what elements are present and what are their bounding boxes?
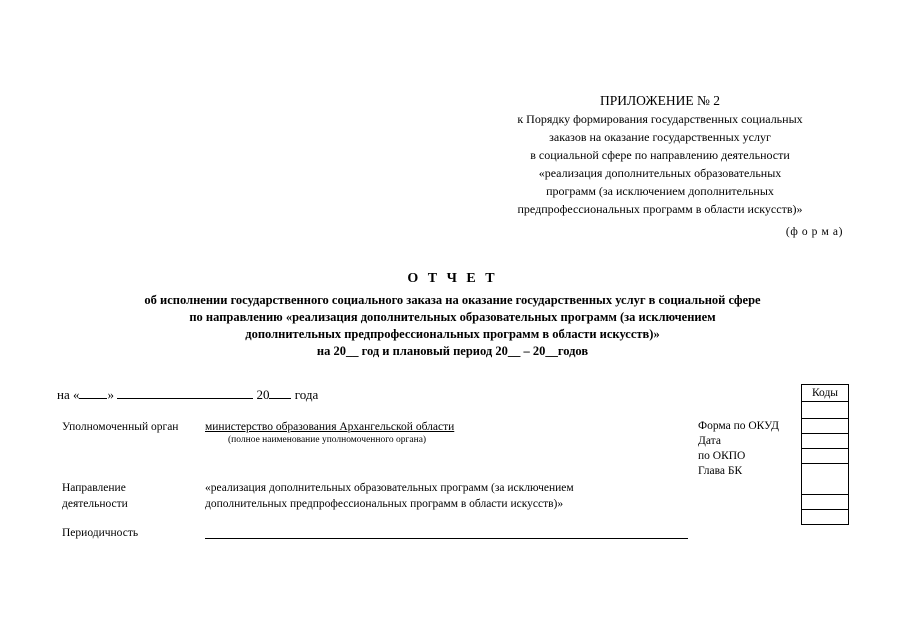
day-blank[interactable] <box>79 386 107 399</box>
appendix-line: программ (за исключением дополнительных <box>546 184 774 198</box>
appendix-block <box>460 92 860 218</box>
year-blank[interactable] <box>269 386 291 399</box>
code-cell-okud[interactable] <box>802 419 849 434</box>
appendix-line: заказов на оказание государственных услуг <box>549 130 771 144</box>
code-cell-okpo[interactable] <box>802 449 849 464</box>
forma-label: (ф о р м а) <box>785 226 843 238</box>
report-subtitle-line: по направлению «реализация дополнительных образовательных программ (за исключением <box>189 310 716 324</box>
appendix-line: «реализация дополнительных образовательных <box>538 166 782 180</box>
dateline-suffix: года <box>294 387 319 402</box>
code-cell[interactable] <box>802 495 849 510</box>
report-subtitle-line: дополнительных предпрофессиональных программ в области искусств)» <box>245 327 660 341</box>
code-cell-glava-bk[interactable] <box>802 464 849 495</box>
codes-header: Коды <box>802 385 849 402</box>
appendix-line: предпрофессиональных программ в области искусств)» <box>517 202 803 216</box>
direction-label-line: Направление <box>62 482 126 494</box>
report-subtitle-line: об исполнении государственного социального заказа на оказание государственных услуг в социальной сфере <box>144 293 761 307</box>
dateline-prefix: на « <box>57 387 80 402</box>
month-blank[interactable] <box>117 386 253 399</box>
codes-table <box>801 384 849 525</box>
appendix-title: ПРИЛОЖЕНИЕ № 2 <box>599 93 721 108</box>
code-cell-periodicity[interactable] <box>802 510 849 525</box>
date-label: Дата <box>698 435 721 447</box>
appendix-line: в социальной сфере по направлению деятельности <box>530 148 790 162</box>
appendix-line: к Порядку формирования государственных социальных <box>517 112 803 126</box>
direction-label-line: деятельности <box>62 498 128 510</box>
direction-value <box>205 480 574 512</box>
dateline-year-prefix: 20 <box>256 387 270 402</box>
direction-value-line: «реализация дополнительных образовательных программ (за исключением <box>205 482 574 494</box>
code-cell[interactable] <box>802 402 849 419</box>
authority-label: Уполномоченный орган <box>62 421 179 433</box>
okud-label: Форма по ОКУД <box>698 420 779 432</box>
report-dateline <box>57 386 318 403</box>
direction-label <box>62 480 128 512</box>
periodicity-label: Периодичность <box>62 527 139 539</box>
authority-value: министерство образования Архангельской области <box>205 421 455 433</box>
direction-value-line: дополнительных предпрофессиональных программ в области искусств)» <box>205 498 564 510</box>
periodicity-blank[interactable] <box>205 538 688 539</box>
okpo-label: по ОКПО <box>698 450 746 462</box>
report-period-line: на 20__ год и плановый период 20__ – 20__годов <box>316 344 589 358</box>
dateline-mid: » <box>107 387 114 402</box>
report-title: О Т Ч Е Т <box>407 271 498 286</box>
code-cell-date[interactable] <box>802 434 849 449</box>
authority-hint: (полное наименование уполномоченного органа) <box>228 435 427 445</box>
glava-bk-label: Глава БК <box>698 465 743 477</box>
